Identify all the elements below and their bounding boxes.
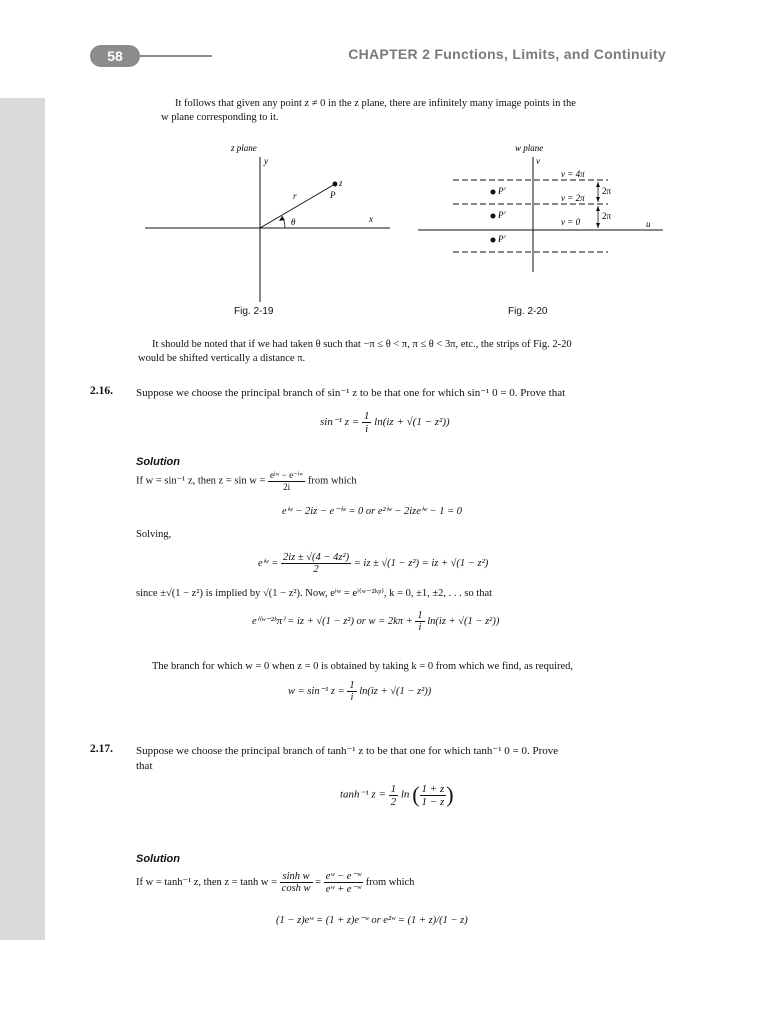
solution-line-1 [136,470,357,492]
eq-den: i [365,423,369,435]
s5-a: eⁱ⁽ʷ⁻²ᵏπ⁾ = iz + √(1 − z²) or w = 2kπ + [252,615,413,627]
page-number: 58 [90,45,140,67]
s2-1-num-b: eʷ − e⁻ʷ [325,871,362,882]
intro-line-2: w plane corresponding to it. [161,112,279,123]
dim-arrowhead [596,197,600,202]
label-p1: P' [498,186,506,196]
s7-lhs: w = sin⁻¹ z = [288,685,345,697]
solution-label-2-16: Solution [136,456,180,468]
problem-2-17-number: 2.17. [90,743,113,755]
s1-den: 2i [283,482,291,492]
z-point-label: z [339,178,343,188]
eq2-den: 2 [390,795,397,808]
v-axis-label: v [536,156,540,166]
eq-num: 1 [363,410,370,422]
s1-post: from which [307,475,357,487]
p-point-label: P [330,190,336,200]
label-2pi-top: 2π [602,186,612,196]
label-v-0: v = 0 [561,217,581,227]
u-axis-label: u [646,219,651,229]
eq2-inner-den: 1 − z [421,795,445,808]
s7-fraction [347,680,356,703]
s3-num: 2iz ± √(4 − 4z²) [282,552,350,563]
s2-1-pre: If w = tanh⁻¹ z, then z = tanh w = [136,876,278,888]
fig-2-19-caption: Fig. 2-19 [234,306,274,317]
eq2-inner-num: 1 + z [421,782,445,795]
point-p1 [491,190,496,195]
s5-fraction [415,610,424,633]
s5-b: ln(iz + √(1 − z²)) [427,615,500,627]
figure-2-19 [145,142,390,302]
x-axis-label: x [369,214,373,224]
problem-2-17-text-2: that [136,760,153,772]
label-p2: P' [498,210,506,220]
s3-den: 2 [313,564,319,575]
chapter-title: CHAPTER 2 Functions, Limits, and Continuity [348,46,666,62]
eq2-ln: ln [400,788,410,801]
s2-1-den-b: eʷ + e⁻ʷ [325,884,362,895]
problem-2-16-number: 2.16. [90,385,113,397]
equation-sin-inverse [320,410,450,435]
problem-2-17-text-1: Suppose we choose the principal branch of tanh⁻¹ z to be that one for which tanh⁻¹ 0 = 0. Prove [136,745,559,757]
solution-line-6: The branch for which w = 0 when z = 0 is obtained by taking k = 0 from which we find, as required, [152,661,574,672]
page-side-margin [0,98,45,940]
s2-1-den-a: cosh w [281,883,311,894]
label-v-2pi: v = 2π [561,193,585,203]
s7-rhs: ln(iz + √(1 − z²)) [359,685,432,697]
note-line-2: would be shifted vertically a distance π. [138,353,306,364]
y-axis-label: y [264,156,268,166]
solution2-line-2: (1 − z)eʷ = (1 + z)e⁻ʷ or e²ʷ = (1 + z)/(1 − z) [276,915,468,926]
dim-arrowhead [596,182,600,187]
dim-arrowhead [596,223,600,228]
eq2-inner-fraction [420,783,447,808]
eq2-fraction [389,783,399,808]
z-plane-label: z plane [231,143,257,153]
solution-line-7 [288,680,431,703]
label-v-4pi: v = 4π [561,169,585,179]
s1-num: eⁱʷ − e⁻ⁱʷ [270,470,304,480]
eq2-num: 1 [390,782,397,795]
solution2-line-1: If w = tanh⁻¹ z, then z = tanh w = $\frac{\text{sinh w}}{\text{cosh w}}$ = $\frac{\text{eʷ − e⁻ʷ}}{\text{eʷ + e⁻ʷ}}$ from which [136,871,415,895]
s2-1-fraction-b [324,870,363,895]
s5-num: 1 [417,610,423,621]
solution-line-3 [258,552,488,575]
intro-line-1: It follows that given any point z ≠ 0 in the z plane, there are infinitely many image points in the [175,98,576,109]
dim-arrowhead [596,206,600,211]
w-plane-label: w plane [515,143,544,153]
eq-rhs: ln(iz + √(1 − z²)) [374,416,450,429]
solution-line-2: eⁱʷ − 2iz − e⁻ⁱʷ = 0 or e²ⁱʷ − 2izeⁱʷ − 1 = 0 [282,506,463,517]
s1-fraction [268,470,305,492]
theta-label: θ [291,217,296,227]
s3-fraction [281,552,351,575]
label-2pi-bottom: 2π [602,211,612,221]
eq-lhs: sin⁻¹ z = [320,416,360,429]
s5-den: i [418,622,422,633]
s2-1-fraction-a [280,871,313,894]
note-line-1: It should be noted that if we had taken θ such that −π ≤ θ < π, π ≤ θ < 3π, etc., the strips of Fig. 2-20 [152,339,572,350]
solving-label: Solving, [136,529,172,540]
fig-2-20-caption: Fig. 2-20 [508,306,548,317]
s3-lhs: eⁱʷ = [258,557,279,569]
problem-2-16-text: Suppose we choose the principal branch of sin⁻¹ z to be that one for which sin⁻¹ 0 = 0. Prove that [136,387,566,399]
eq-fraction [362,410,372,435]
point-p3 [491,238,496,243]
eq2-lhs: tanh⁻¹ z = [340,788,386,801]
equation-tanh-inverse: tanh⁻¹ z = $\frac{1}{2}$ ln ( $\frac{1 + z}{1 - z}$ ) [340,782,454,808]
r-label: r [293,191,297,201]
solution-line-5 [252,610,499,633]
label-p3: P' [498,234,506,244]
solution-label-2-17: Solution [136,853,180,865]
point-p2 [491,214,496,219]
header-rule [140,55,212,57]
s7-den: i [350,692,354,703]
radius-line [260,184,335,228]
s3-rhs: = iz ± √(1 − z²) = iz + √(1 − z²) [353,557,489,569]
s2-1-num-a: sinh w [280,871,313,883]
figure-2-20 [418,142,663,302]
point-p [333,182,338,187]
solution-line-4: since ±√(1 − z²) is implied by √(1 − z²). Now, eⁱʷ = eⁱ⁽ʷ⁻²ᵏᵖ⁾, k = 0, ±1, ±2, . . . so that [136,588,493,599]
s2-1-post: from which [365,876,415,888]
s1-pre: If w = sin⁻¹ z, then z = sin w = [136,475,266,487]
s7-num: 1 [349,680,355,691]
